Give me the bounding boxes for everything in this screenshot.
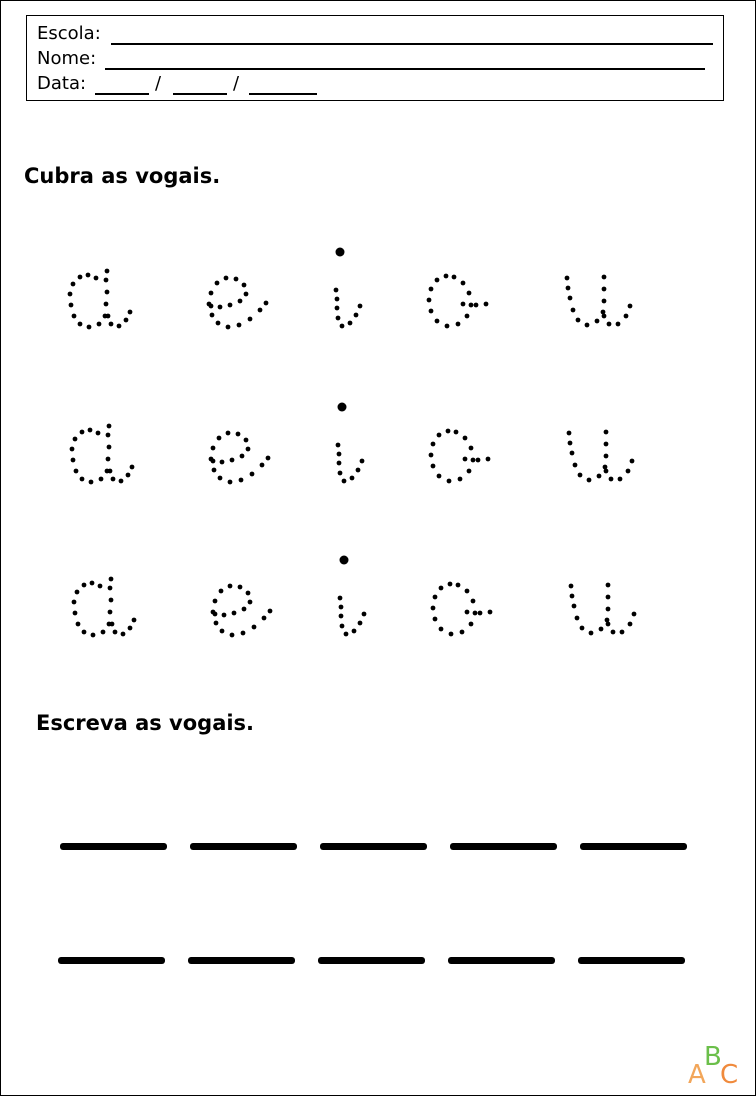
trace-dot (106, 457, 111, 462)
trace-dot (214, 621, 219, 626)
traceable-letter-o (427, 274, 489, 329)
trace-dot (628, 304, 633, 309)
trace-dot (240, 454, 245, 459)
trace-dot (486, 457, 491, 462)
trace-dot (605, 618, 610, 623)
traceable-letter-o (429, 429, 491, 484)
trace-dot (626, 469, 631, 474)
trace-dot (456, 583, 461, 588)
i-dot (340, 556, 349, 565)
trace-dot (628, 622, 633, 627)
trace-dot (216, 321, 221, 326)
trace-dot (449, 632, 454, 637)
trace-dot (344, 632, 349, 637)
trace-dot (467, 469, 472, 474)
trace-dot (339, 614, 344, 619)
write-blank[interactable] (320, 843, 427, 850)
trace-dot (220, 629, 225, 634)
trace-dot (570, 451, 575, 456)
data-line (37, 71, 713, 96)
trace-dot (94, 276, 99, 281)
abc-logo (688, 1042, 744, 1090)
trace-dot (340, 624, 345, 629)
i-dot (338, 403, 347, 412)
logo-letter-b: B (704, 1042, 722, 1072)
trace-dot (108, 586, 113, 591)
trace-dot (268, 609, 273, 614)
trace-dot (460, 630, 465, 635)
trace-dot (130, 465, 135, 470)
trace-dot (624, 314, 629, 319)
write-blank[interactable] (578, 957, 685, 964)
trace-dot (568, 441, 573, 446)
writing-row (0, 957, 756, 967)
trace-dot (230, 633, 235, 638)
trace-dot (572, 604, 577, 609)
trace-dot (585, 323, 590, 328)
trace-dot (603, 465, 608, 470)
trace-dot (471, 599, 476, 604)
trace-dot (630, 459, 635, 464)
trace-dot (589, 631, 594, 636)
trace-dot (252, 625, 257, 630)
trace-dot (264, 301, 269, 306)
trace-dot (132, 618, 137, 623)
trace-dot (222, 613, 227, 618)
trace-dot (226, 325, 231, 330)
trace-dot (611, 630, 616, 635)
trace-dot (262, 616, 267, 621)
traceable-letter-o (431, 582, 493, 637)
trace-dot (358, 621, 363, 626)
trace-dot (111, 477, 116, 482)
date-separator-1: / (155, 73, 162, 94)
logo-letter-a: A (688, 1060, 706, 1090)
year-blank[interactable] (249, 93, 317, 95)
trace-dot (75, 590, 80, 595)
trace-dot (105, 290, 110, 295)
trace-dot (473, 611, 478, 616)
trace-dot (338, 471, 343, 476)
trace-dot (478, 611, 483, 616)
trace-dot (433, 595, 438, 600)
trace-dot (82, 630, 87, 635)
tracing-area (0, 230, 756, 650)
trace-dot (446, 429, 451, 434)
trace-dot (99, 477, 104, 482)
trace-dot (211, 610, 216, 615)
trace-dot (431, 464, 436, 469)
trace-dot (632, 612, 637, 617)
trace-dot (356, 468, 361, 473)
trace-dot (241, 631, 246, 636)
trace-dot (458, 477, 463, 482)
traceable-letter-e (207, 276, 269, 330)
trace-dot (218, 476, 223, 481)
trace-dot (340, 324, 345, 329)
trace-dot (360, 459, 365, 464)
nome-blank[interactable] (105, 68, 705, 70)
trace-dot (471, 458, 476, 463)
trace-dot (587, 478, 592, 483)
trace-dot (108, 610, 113, 615)
trace-dot (258, 308, 263, 313)
escola-blank[interactable] (111, 43, 713, 45)
escola-label: Escola: (37, 23, 101, 44)
trace-dot (431, 442, 436, 447)
trace-dot (571, 308, 576, 313)
trace-dot (218, 305, 223, 310)
trace-dot (86, 273, 91, 278)
trace-dot (433, 617, 438, 622)
trace-dot (578, 473, 583, 478)
traceable-letter-u (567, 430, 635, 483)
write-instruction: Escreva as vogais. (36, 711, 255, 735)
write-blank[interactable] (450, 843, 557, 850)
trace-dot (431, 606, 436, 611)
trace-dot (121, 632, 126, 637)
trace-dot (109, 598, 114, 603)
trace-dot (246, 447, 251, 452)
trace-dot (87, 325, 92, 330)
trace-dot (230, 458, 235, 463)
trace-dot (113, 630, 118, 635)
trace-dot (461, 281, 466, 286)
trace-dot (606, 622, 611, 627)
trace-dot (226, 431, 231, 436)
trace-dot (463, 436, 468, 441)
nome-label: Nome: (37, 48, 97, 69)
traceable-letter-e (211, 584, 273, 638)
trace-dot (239, 478, 244, 483)
trace-dot (476, 458, 481, 463)
trace-dot (461, 302, 466, 307)
trace-dot (337, 452, 342, 457)
writing-row (0, 843, 756, 853)
trace-dot (91, 633, 96, 638)
traceable-letter-i (338, 556, 367, 637)
trace-dot (88, 428, 93, 433)
traceable-letter-a (72, 577, 137, 638)
write-blank[interactable] (448, 957, 555, 964)
trace-dot (124, 318, 129, 323)
trace-dot (339, 605, 344, 610)
trace-dot (342, 479, 347, 484)
write-blank[interactable] (190, 843, 297, 850)
trace-dot (602, 314, 607, 319)
trace-dot (575, 616, 580, 621)
trace-dot (488, 610, 493, 615)
trace-dot (597, 474, 602, 479)
trace-dot (207, 302, 212, 307)
trace-dot (352, 629, 357, 634)
trace-instruction: Cubra as vogais. (24, 164, 221, 188)
day-blank[interactable] (95, 93, 149, 95)
trace-dot (107, 424, 112, 429)
trace-dot (348, 321, 353, 326)
trace-dot (215, 281, 220, 286)
trace-dot (335, 297, 340, 302)
trace-dot (110, 622, 115, 627)
trace-dot (452, 275, 457, 280)
trace-dot (212, 468, 217, 473)
trace-dot (601, 310, 606, 315)
trace-dot (238, 299, 243, 304)
trace-dot (463, 457, 468, 462)
i-dot (336, 248, 345, 257)
trace-dot (595, 319, 600, 324)
trace-dot (445, 324, 450, 329)
nome-line (37, 46, 713, 71)
trace-dot (209, 457, 214, 462)
trace-dot (74, 469, 79, 474)
trace-dot (104, 302, 109, 307)
trace-dot (236, 432, 241, 437)
trace-dot (76, 622, 81, 627)
trace-dot (607, 322, 612, 327)
trace-dot (72, 314, 77, 319)
trace-dot (606, 595, 611, 600)
traceable-letter-a (70, 424, 135, 485)
trace-dot (604, 442, 609, 447)
trace-dot (80, 430, 85, 435)
trace-dot (89, 480, 94, 485)
trace-dot (334, 288, 339, 293)
trace-dot (209, 291, 214, 296)
trace-dot (469, 303, 474, 308)
trace-dot (429, 309, 434, 314)
logo-letter-c: C (720, 1060, 739, 1090)
trace-dot (616, 322, 621, 327)
trace-dot (604, 430, 609, 435)
write-blank[interactable] (60, 843, 167, 850)
trace-dot (70, 447, 75, 452)
trace-dot (128, 310, 133, 315)
trace-dot (439, 627, 444, 632)
trace-dot (126, 473, 131, 478)
trace-dot (573, 463, 578, 468)
trace-dot (599, 627, 604, 632)
trace-dot (465, 314, 470, 319)
trace-dot (469, 622, 474, 627)
trace-dot (439, 586, 444, 591)
trace-dot (602, 275, 607, 280)
trace-dot (220, 460, 225, 465)
trace-dot (362, 612, 367, 617)
trace-dot (237, 323, 242, 328)
trace-dot (238, 585, 243, 590)
trace-dot (106, 314, 111, 319)
trace-dot (109, 322, 114, 327)
trace-dot (336, 316, 341, 321)
date-separator-2: / (233, 73, 240, 94)
trace-dot (447, 479, 452, 484)
trace-dot (69, 303, 74, 308)
trace-dot (618, 477, 623, 482)
trace-dot (576, 318, 581, 323)
trace-dot (266, 456, 271, 461)
trace-dot (465, 610, 470, 615)
trace-dot (119, 479, 124, 484)
trace-dot (228, 303, 233, 308)
write-blank[interactable] (580, 843, 687, 850)
trace-dot (580, 626, 585, 631)
trace-dot (437, 474, 442, 479)
trace-dot (107, 445, 112, 450)
trace-dot (570, 594, 575, 599)
trace-dot (72, 600, 77, 605)
trace-dot (97, 322, 102, 327)
trace-dot (224, 276, 229, 281)
trace-dot (465, 589, 470, 594)
trace-dot (78, 322, 83, 327)
trace-dot (242, 283, 247, 288)
trace-dot (437, 433, 442, 438)
trace-dot (68, 292, 73, 297)
trace-dot (248, 317, 253, 322)
trace-dot (354, 313, 359, 318)
trace-dot (80, 477, 85, 482)
traceable-letter-a (68, 269, 133, 330)
traceable-letter-i (334, 248, 363, 329)
trace-dot (569, 584, 574, 589)
trace-dot (104, 278, 109, 283)
trace-dot (566, 286, 571, 291)
trace-dot (82, 583, 87, 588)
trace-dot (71, 458, 76, 463)
trace-dot (78, 275, 83, 280)
student-info-box (26, 15, 724, 101)
trace-dot (90, 581, 95, 586)
trace-dot (620, 630, 625, 635)
escola-line (37, 21, 713, 46)
trace-dot (484, 302, 489, 307)
data-label: Data: (37, 73, 87, 94)
trace-dot (250, 472, 255, 477)
trace-dot (469, 446, 474, 451)
trace-dot (604, 469, 609, 474)
trace-dot (242, 607, 247, 612)
write-blank[interactable] (58, 957, 165, 964)
trace-dot (210, 313, 215, 318)
trace-dot (73, 611, 78, 616)
trace-dot (602, 287, 607, 292)
trace-dot (467, 291, 472, 296)
trace-dot (109, 577, 114, 582)
trace-dot (568, 296, 573, 301)
trace-dot (609, 477, 614, 482)
trace-dot (444, 274, 449, 279)
month-blank[interactable] (173, 93, 227, 95)
trace-dot (567, 431, 572, 436)
trace-dot (217, 436, 222, 441)
trace-dot (456, 322, 461, 327)
trace-dot (350, 476, 355, 481)
trace-dot (474, 303, 479, 308)
trace-dot (219, 589, 224, 594)
trace-dot (606, 607, 611, 612)
trace-dot (427, 298, 432, 303)
trace-dot (260, 463, 265, 468)
trace-dot (454, 430, 459, 435)
trace-dot (98, 584, 103, 589)
trace-dot (117, 324, 122, 329)
trace-dot (234, 277, 239, 282)
trace-dot (246, 591, 251, 596)
trace-dot (71, 282, 76, 287)
trace-dot (606, 583, 611, 588)
trace-dot (73, 437, 78, 442)
traceable-letter-u (569, 583, 637, 636)
trace-dot (228, 480, 233, 485)
trace-dot (429, 453, 434, 458)
traceable-letter-e (209, 431, 271, 485)
trace-dot (602, 299, 607, 304)
trace-dot (358, 304, 363, 309)
trace-dot (244, 438, 249, 443)
trace-dot (106, 433, 111, 438)
trace-dot (228, 584, 233, 589)
trace-dot (338, 596, 343, 601)
traceable-letter-i (336, 403, 365, 484)
trace-dot (435, 319, 440, 324)
trace-dot (604, 454, 609, 459)
trace-dot (337, 461, 342, 466)
trace-dot (211, 446, 216, 451)
trace-dot (101, 630, 106, 635)
trace-dot (335, 306, 340, 311)
traceable-letter-u (565, 275, 633, 328)
trace-dot (565, 276, 570, 281)
trace-dot (105, 269, 110, 274)
trace-dot (128, 626, 133, 631)
trace-dot (429, 287, 434, 292)
trace-dot (232, 611, 237, 616)
trace-dot (336, 443, 341, 448)
write-blank[interactable] (318, 957, 425, 964)
trace-dot (96, 431, 101, 436)
trace-dot (448, 582, 453, 587)
write-blank[interactable] (188, 957, 295, 964)
trace-dot (213, 599, 218, 604)
trace-dot (244, 292, 249, 297)
trace-dot (248, 600, 253, 605)
trace-dot (435, 278, 440, 283)
trace-dot (108, 469, 113, 474)
